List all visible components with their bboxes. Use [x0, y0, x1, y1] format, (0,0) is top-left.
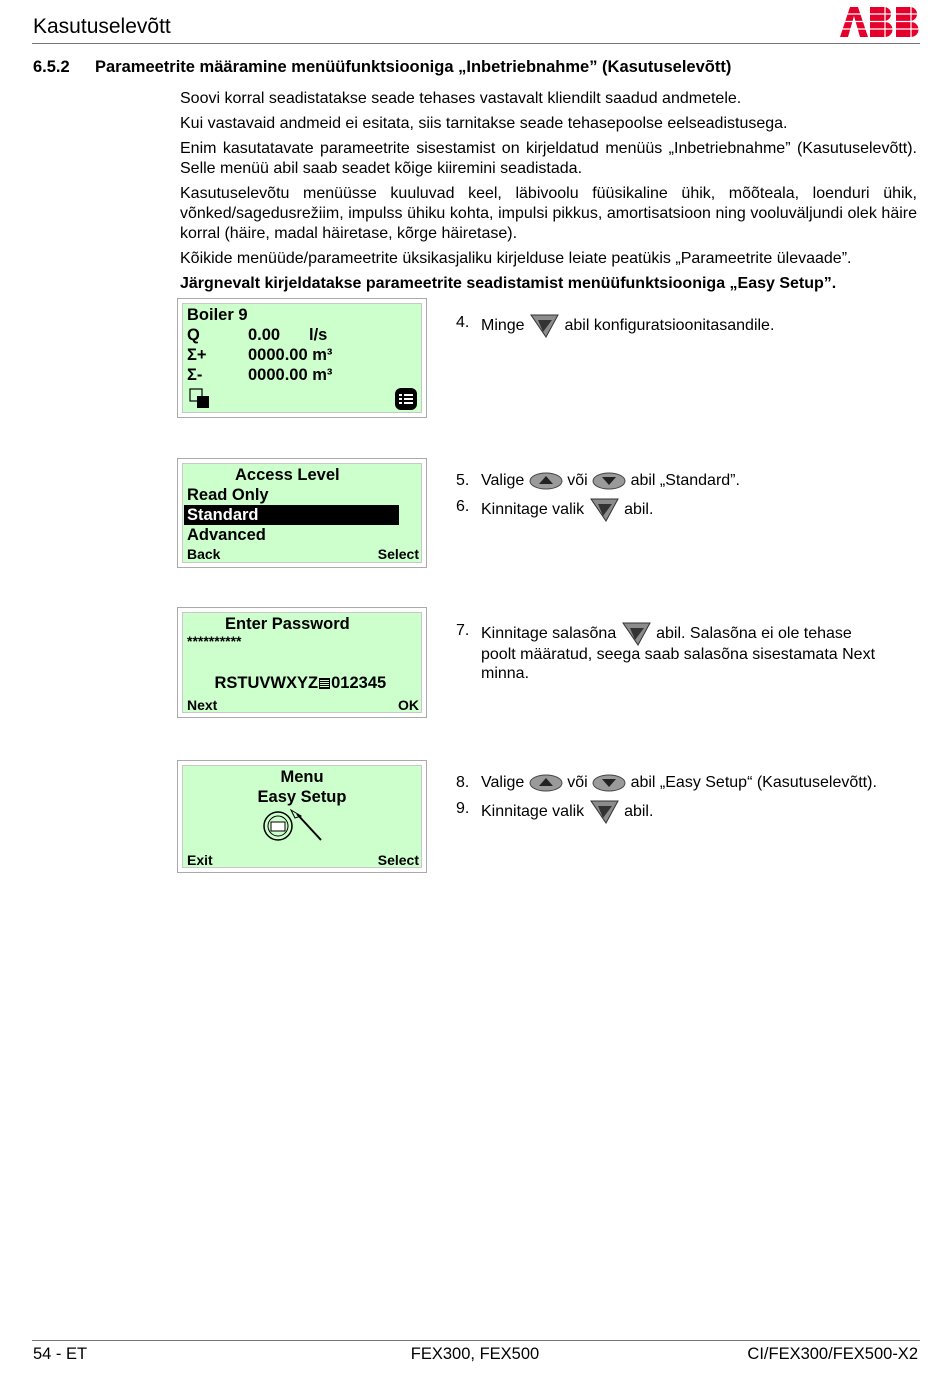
- step-text: Kinnitage valik: [481, 501, 585, 519]
- lcd-display-operator: [177, 298, 427, 418]
- menu-list-icon: [395, 388, 417, 410]
- step-5: [456, 471, 926, 495]
- lcd-label: Q: [187, 326, 200, 344]
- step-text: poolt määratud, seega saab salasõna sisestamata Next: [481, 646, 876, 663]
- softkey-select: Select: [377, 852, 419, 868]
- page-header-title: Kasutuselevõtt: [33, 15, 171, 38]
- lcd-title: Access Level: [235, 466, 340, 484]
- step-number: 4.: [456, 314, 470, 331]
- step-text: Valige: [481, 472, 525, 489]
- window-toggle-icon: [189, 388, 211, 410]
- step-text: abil „Easy Setup“ (Kasutuselevõtt).: [630, 774, 877, 791]
- right-key-icon: [589, 497, 620, 523]
- footer-doc-id: CI/FEX300/FEX500-X2: [747, 1345, 918, 1363]
- footer-page-number: 54 - ET: [33, 1345, 88, 1363]
- lcd-display-enter-password: [177, 607, 427, 718]
- menu-item-standard: Standard: [187, 506, 259, 524]
- paragraph: Kõikide menüüde/parameetrite üksikasjaliku kirjelduse leiate peatükis „Parameetrite ülevaade”.: [180, 250, 852, 267]
- charset-digits: 012345: [331, 674, 387, 692]
- header-rule: [32, 43, 920, 44]
- step-7: [456, 621, 926, 685]
- lcd-value: 0000.00 m³: [248, 366, 333, 384]
- right-key-icon: [589, 799, 620, 825]
- step-number: 6.: [456, 498, 470, 515]
- up-key-icon: [529, 774, 563, 792]
- step-text: või: [567, 774, 588, 791]
- step-number: 9.: [456, 800, 470, 817]
- lcd-title: Enter Password: [225, 615, 350, 633]
- softkey-back: Back: [187, 546, 221, 562]
- lcd-display-menu: [177, 760, 427, 873]
- step-number: 7.: [456, 622, 470, 639]
- paragraph: Kasutuselevõtu menüüsse kuuluvad keel, läbivoolu füüsikaline ühik, mõõteala, loenduri ühik, võnked/sagedusrežiim, impulss ühiku kohta, impulsi pikkus, amortisatsioon ning vooluväljundi olek häire korral (häire, madal häiretase, kõrge häiretase).: [180, 185, 917, 242]
- abb-logo: [838, 4, 920, 38]
- step-text: Minge: [481, 317, 525, 335]
- paragraph-bold: Järgnevalt kirjeldatakse parameetrite seadistamist menüüfunktsiooniga „Easy Setup”.: [180, 275, 837, 292]
- cursor-icon: [319, 678, 330, 689]
- softkey-ok: OK: [398, 697, 419, 713]
- down-key-icon: [592, 472, 626, 490]
- password-mask: **********: [187, 633, 242, 649]
- step-8: [456, 773, 936, 797]
- step-text: või: [567, 472, 588, 489]
- section-title: Parameetrite määramine menüüfunktsiooniga „Inbetriebnahme” (Kasutuselevõtt): [95, 58, 732, 76]
- step-text: abil.: [624, 501, 654, 519]
- paragraph: Enim kasutatavate parameetrite sisestamist on kirjeldatud menüüs „Inbetriebnahme” (Kasutuselevõtt). Selle menüü abil saab seadet kõige kiiremini seadistada.: [180, 140, 917, 177]
- step-text: abil „Standard”.: [630, 472, 740, 489]
- lcd-display-access-level: [177, 458, 427, 568]
- footer-rule: [32, 1340, 920, 1341]
- lcd-unit: l/s: [309, 326, 328, 344]
- step-number: 8.: [456, 774, 470, 791]
- softkey-exit: Exit: [187, 852, 213, 868]
- menu-item-advanced: Advanced: [187, 526, 266, 544]
- step-number: 5.: [456, 472, 470, 489]
- step-text: abil konfiguratsioonitasandile.: [564, 317, 775, 335]
- easy-setup-icon: [261, 808, 323, 844]
- paragraph: Kui vastavaid andmeid ei esitata, siis tarnitakse seade tehasepoolse eelseadistusega.: [180, 115, 788, 132]
- step-4: [456, 313, 926, 337]
- menu-item-read-only: Read Only: [187, 486, 269, 504]
- lcd-subtitle: Easy Setup: [257, 788, 347, 806]
- charset-letters: RSTUVWXYZ: [214, 674, 319, 692]
- step-text: abil.: [624, 803, 654, 821]
- up-key-icon: [529, 472, 563, 490]
- lcd-value: 0000.00 m³: [248, 346, 333, 364]
- lcd-label: Σ+: [187, 346, 207, 364]
- step-9: [456, 799, 926, 823]
- softkey-next: Next: [187, 697, 218, 713]
- lcd-line: Boiler 9: [187, 306, 248, 324]
- step-text: minna.: [481, 665, 530, 682]
- footer-product: FEX300, FEX500: [410, 1345, 540, 1363]
- section-number: 6.5.2: [33, 58, 70, 76]
- right-key-icon: [621, 621, 652, 647]
- right-key-icon: [529, 313, 560, 339]
- step-text: abil. Salasõna ei ole tehase: [656, 625, 852, 643]
- lcd-title: Menu: [280, 768, 324, 786]
- lcd-value: 0.00: [248, 326, 281, 344]
- step-text: Kinnitage salasõna: [481, 625, 617, 643]
- step-6: [456, 497, 926, 521]
- step-text: Valige: [481, 774, 525, 791]
- step-text: Kinnitage valik: [481, 803, 585, 821]
- lcd-label: Σ-: [187, 366, 203, 384]
- softkey-select: Select: [377, 546, 419, 562]
- down-key-icon: [592, 774, 626, 792]
- paragraph: Soovi korral seadistatakse seade tehases vastavalt kliendilt saadud andmetele.: [180, 90, 742, 107]
